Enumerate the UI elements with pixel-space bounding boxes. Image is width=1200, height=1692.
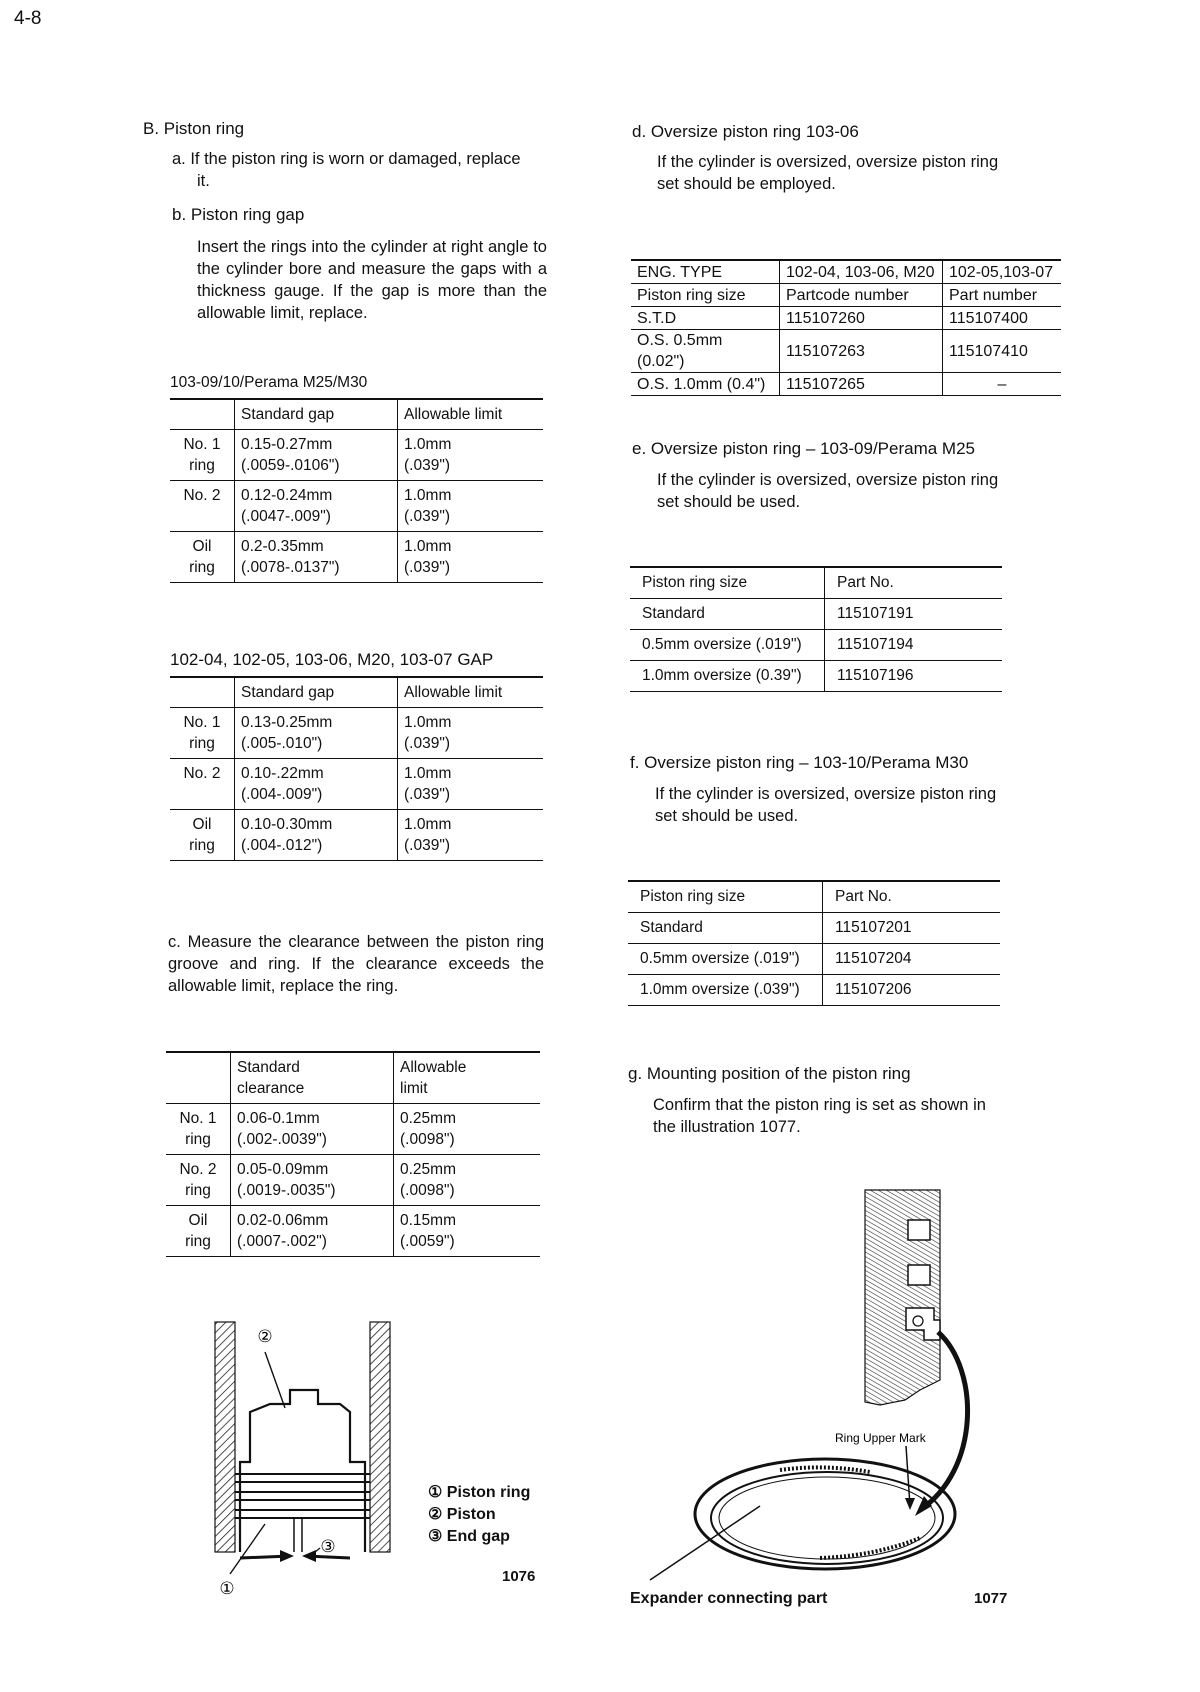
cell-line: ring bbox=[185, 1131, 211, 1148]
table-cell: S.T.D bbox=[631, 307, 780, 330]
gap-table-103 bbox=[170, 398, 543, 583]
cell-line: ring bbox=[189, 735, 215, 752]
cell-line: (.0098") bbox=[400, 1182, 455, 1199]
table-cell: O.S. 1.0mm (0.4") bbox=[631, 373, 780, 396]
table-cell bbox=[166, 1104, 231, 1155]
cell-line: (.039") bbox=[404, 508, 450, 525]
para-a-line2: it. bbox=[197, 172, 210, 190]
clearance-table bbox=[166, 1051, 540, 1257]
para-f-title: f. Oversize piston ring – 103-10/Perama M30 bbox=[630, 753, 969, 772]
table-cell bbox=[398, 708, 544, 759]
table-cell bbox=[170, 532, 235, 583]
table-cell bbox=[235, 481, 398, 532]
cell-line: 1.0mm bbox=[404, 816, 452, 833]
cell-line: No. 1 bbox=[183, 436, 221, 453]
cell-line: (.0078-.0137") bbox=[241, 559, 340, 576]
cell-line: 0.2-0.35mm bbox=[241, 538, 324, 555]
expander-label: Expander connecting part bbox=[630, 1590, 828, 1607]
cell-line: (.0019-.0035") bbox=[237, 1182, 336, 1199]
table-header-cell bbox=[394, 1052, 541, 1104]
table-row bbox=[170, 810, 543, 861]
table-cell: 115107196 bbox=[825, 661, 1003, 692]
table-header-row bbox=[170, 399, 543, 430]
table-header-cell bbox=[170, 677, 235, 708]
table-header-cell: Standard gap bbox=[235, 677, 398, 708]
table-cell bbox=[394, 1206, 541, 1257]
cell-line: (.0059-.0106") bbox=[241, 457, 340, 474]
cell-line: (.039") bbox=[404, 457, 450, 474]
table-row bbox=[628, 881, 1000, 913]
table2-caption: 102-04, 102-05, 103-06, M20, 103-07 GAP bbox=[170, 650, 494, 669]
table-header-cell: Allowable limit bbox=[398, 677, 544, 708]
table-cell: 115107204 bbox=[823, 944, 1001, 975]
table-cell bbox=[235, 532, 398, 583]
cell-line: ring bbox=[185, 1182, 211, 1199]
table-cell: 102-04, 103-06, M20 bbox=[780, 260, 943, 284]
table-cell bbox=[166, 1155, 231, 1206]
cell-line: 0.15-0.27mm bbox=[241, 436, 333, 453]
gap-table-102 bbox=[170, 676, 543, 861]
table-row bbox=[166, 1155, 540, 1206]
table-cell: 115107206 bbox=[823, 975, 1001, 1006]
para-f-text: If the cylinder is oversized, oversize piston ring set should be used. bbox=[655, 785, 997, 825]
cell-line: Oil bbox=[188, 1212, 208, 1229]
cell-line: (.0047-.009") bbox=[241, 508, 331, 525]
table-cell: 1.0mm oversize (.039") bbox=[628, 975, 823, 1006]
ring-upper-mark-label: Ring Upper Mark bbox=[835, 1431, 926, 1445]
callout-2-label: ② bbox=[257, 1327, 273, 1347]
cell-line bbox=[176, 784, 228, 805]
table-row bbox=[631, 260, 1061, 284]
table-row bbox=[631, 284, 1061, 307]
table-cell bbox=[231, 1104, 394, 1155]
cell-line: 1.0mm bbox=[404, 714, 452, 731]
table-row bbox=[630, 567, 1002, 599]
cell-line: 1.0mm bbox=[404, 436, 452, 453]
table-cell: Standard bbox=[630, 599, 825, 630]
legend-item: ③ End gap bbox=[428, 1528, 510, 1545]
header-line: limit bbox=[400, 1080, 428, 1097]
table-cell: Part number bbox=[943, 284, 1062, 307]
table-row bbox=[630, 599, 1002, 630]
table-cell: ENG. TYPE bbox=[631, 260, 780, 284]
header-line: Allowable bbox=[400, 1059, 467, 1076]
table-cell bbox=[231, 1206, 394, 1257]
table-header-cell bbox=[166, 1052, 231, 1104]
table-cell: Partcode number bbox=[780, 284, 943, 307]
cell-line: (.0059") bbox=[400, 1233, 455, 1250]
cell-line: ring bbox=[185, 1233, 211, 1250]
table-row bbox=[628, 975, 1000, 1006]
table-cell bbox=[170, 481, 235, 532]
table-cell: 115107191 bbox=[825, 599, 1003, 630]
figure-1077-ring-diagram bbox=[620, 1180, 1020, 1600]
legend-item: ② Piston bbox=[428, 1506, 496, 1523]
para-b-title: b. Piston ring gap bbox=[172, 205, 305, 224]
cell-line: 0.15mm bbox=[400, 1212, 456, 1229]
table-row bbox=[170, 430, 543, 481]
callout-3-label: ③ bbox=[320, 1537, 336, 1557]
para-a-line1: a. If the piston ring is worn or damaged, replace bbox=[172, 150, 521, 168]
cell-line: 0.10-.22mm bbox=[241, 765, 324, 782]
table-cell: 0.5mm oversize (.019") bbox=[628, 944, 823, 975]
cell-line: (.039") bbox=[404, 735, 450, 752]
table-cell: 115107201 bbox=[823, 913, 1001, 944]
table-header-cell: Allowable limit bbox=[398, 399, 544, 430]
table-cell: 115107410 bbox=[943, 330, 1062, 373]
cell-line: 0.05-0.09mm bbox=[237, 1161, 329, 1178]
para-d-text: If the cylinder is oversized, oversize piston ring set should be employed. bbox=[657, 153, 999, 193]
cell-line: 0.12-0.24mm bbox=[241, 487, 333, 504]
table-header-cell: Standard gap bbox=[235, 399, 398, 430]
cell-line: 0.10-0.30mm bbox=[241, 816, 333, 833]
table-cell: 102-05,103-07 bbox=[943, 260, 1062, 284]
cell-line: Oil bbox=[192, 538, 212, 555]
table-cell: Piston ring size bbox=[628, 881, 823, 913]
table-cell bbox=[398, 810, 544, 861]
table-cell bbox=[235, 430, 398, 481]
cell-line: No. 2 bbox=[179, 1161, 217, 1178]
cell-line: 0.25mm bbox=[400, 1110, 456, 1127]
table-cell: 115107194 bbox=[825, 630, 1003, 661]
table-header-row bbox=[166, 1052, 540, 1104]
cell-line: 1.0mm bbox=[404, 538, 452, 555]
para-e-text: If the cylinder is oversized, oversize piston ring set should be used. bbox=[657, 471, 999, 511]
cell-line: 1.0mm bbox=[404, 487, 452, 504]
table-row bbox=[170, 759, 543, 810]
table-cell: 1.0mm oversize (0.39") bbox=[630, 661, 825, 692]
cell-line: 1.0mm bbox=[404, 765, 452, 782]
table-row bbox=[628, 944, 1000, 975]
figure-1076-legend bbox=[428, 1482, 530, 1548]
table-cell bbox=[170, 708, 235, 759]
cell-line: No. 1 bbox=[179, 1110, 217, 1127]
table-cell bbox=[231, 1155, 394, 1206]
figure-1076-piston-diagram bbox=[210, 1312, 400, 1602]
table-cell: 115107400 bbox=[943, 307, 1062, 330]
table-cell bbox=[170, 810, 235, 861]
cell-line: 0.25mm bbox=[400, 1161, 456, 1178]
section-title: B. Piston ring bbox=[143, 119, 245, 138]
cell-line: No. 2 bbox=[183, 765, 221, 782]
table-row bbox=[630, 661, 1002, 692]
cell-line: (.0007-.002") bbox=[237, 1233, 327, 1250]
header-line: Standard bbox=[237, 1059, 300, 1076]
cell-line: (.004-.012") bbox=[241, 837, 323, 854]
table-row bbox=[630, 630, 1002, 661]
oversize-table-103-09 bbox=[630, 566, 1002, 692]
table-cell: Standard bbox=[628, 913, 823, 944]
cell-line: (.039") bbox=[404, 837, 450, 854]
para-b-text: Insert the rings into the cylinder at right angle to the cylinder bore and measure the gaps with a thickness gauge. If the gap is more than the allowable limit, replace. bbox=[197, 238, 547, 322]
page-number: 4-8 bbox=[14, 8, 42, 29]
table-cell: Part No. bbox=[825, 567, 1003, 599]
cell-line bbox=[176, 506, 228, 527]
table-row bbox=[166, 1104, 540, 1155]
oversize-table-103-06 bbox=[631, 259, 1061, 396]
table-cell: Piston ring size bbox=[630, 567, 825, 599]
cell-line: No. 2 bbox=[183, 487, 221, 504]
cell-line: 0.02-0.06mm bbox=[237, 1212, 329, 1229]
table-row bbox=[631, 373, 1061, 396]
cell-line: ring bbox=[189, 457, 215, 474]
table-cell bbox=[235, 810, 398, 861]
table-cell bbox=[166, 1206, 231, 1257]
table-cell bbox=[398, 759, 544, 810]
table-cell bbox=[394, 1155, 541, 1206]
callout-1-label: ① bbox=[219, 1579, 235, 1599]
cell-line: (.002-.0039") bbox=[237, 1131, 327, 1148]
cell-line: Oil bbox=[192, 816, 212, 833]
table-cell bbox=[235, 759, 398, 810]
table-row bbox=[628, 913, 1000, 944]
table-header-row bbox=[170, 677, 543, 708]
table-cell: O.S. 0.5mm (0.02") bbox=[631, 330, 780, 373]
table-row bbox=[170, 708, 543, 759]
cell-line: ring bbox=[189, 837, 215, 854]
legend-item: ① Piston ring bbox=[428, 1484, 531, 1501]
table-cell bbox=[394, 1104, 541, 1155]
table-cell bbox=[170, 430, 235, 481]
table1-caption: 103-09/10/Perama M25/M30 bbox=[170, 374, 368, 391]
table-cell: 0.5mm oversize (.019") bbox=[630, 630, 825, 661]
table-cell bbox=[170, 759, 235, 810]
table-cell: 115107260 bbox=[780, 307, 943, 330]
table-row bbox=[166, 1206, 540, 1257]
para-g-title: g. Mounting position of the piston ring bbox=[628, 1064, 911, 1083]
table-cell bbox=[398, 532, 544, 583]
cell-line: No. 1 bbox=[183, 714, 221, 731]
figure-1076-number: 1076 bbox=[502, 1568, 536, 1585]
table-cell bbox=[398, 430, 544, 481]
table-cell bbox=[398, 481, 544, 532]
oversize-table-103-10 bbox=[628, 880, 1000, 1006]
cell-line: (.005-.010") bbox=[241, 735, 323, 752]
table-cell bbox=[235, 708, 398, 759]
para-c-text: c. Measure the clearance between the piston ring groove and ring. If the clearance exceeds the allowable limit, replace the ring. bbox=[168, 933, 544, 995]
table-cell: Part No. bbox=[823, 881, 1001, 913]
para-g-text: Confirm that the piston ring is set as shown in the illustration 1077. bbox=[653, 1096, 986, 1136]
para-d-title: d. Oversize piston ring 103-06 bbox=[632, 122, 859, 141]
cell-line: (.039") bbox=[404, 559, 450, 576]
para-e-title: e. Oversize piston ring – 103-09/Perama M25 bbox=[632, 439, 976, 458]
table-row bbox=[170, 532, 543, 583]
table-row bbox=[631, 330, 1061, 373]
header-line: clearance bbox=[237, 1080, 305, 1097]
table-cell: 115107263 bbox=[780, 330, 943, 373]
table-header-cell bbox=[170, 399, 235, 430]
table-row bbox=[170, 481, 543, 532]
cell-line: ring bbox=[189, 559, 215, 576]
cell-line: 0.13-0.25mm bbox=[241, 714, 333, 731]
table-cell: – bbox=[943, 373, 1062, 396]
table-cell: 115107265 bbox=[780, 373, 943, 396]
figure-1077-number: 1077 bbox=[974, 1590, 1008, 1607]
table-row bbox=[631, 307, 1061, 330]
cell-line: (.039") bbox=[404, 786, 450, 803]
cell-line: (.004-.009") bbox=[241, 786, 323, 803]
table-header-cell bbox=[231, 1052, 394, 1104]
cell-line: (.0098") bbox=[400, 1131, 455, 1148]
table-cell: Piston ring size bbox=[631, 284, 780, 307]
cell-line: 0.06-0.1mm bbox=[237, 1110, 320, 1127]
